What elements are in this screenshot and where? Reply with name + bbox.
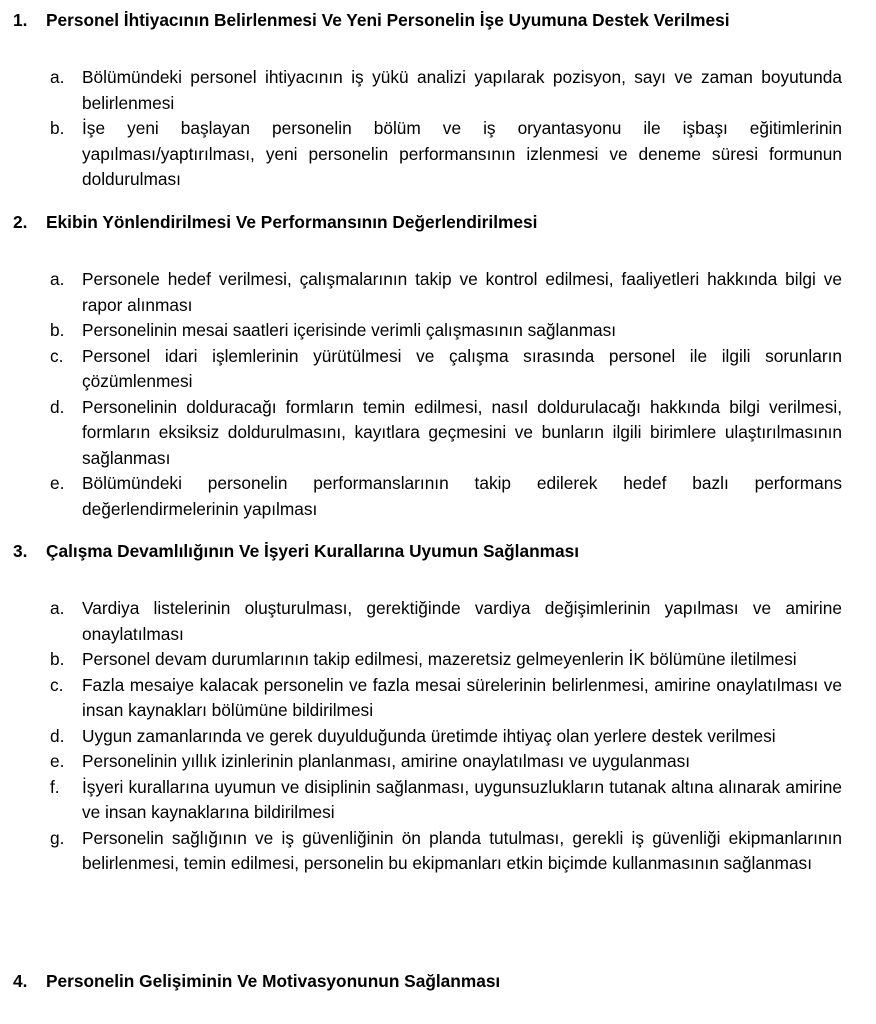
item-letter: e. [50, 473, 65, 493]
list-item [0, 395, 842, 472]
section-3 [0, 538, 876, 877]
sub-item-list [0, 267, 876, 522]
section-number: 4. [13, 971, 28, 991]
item-text: Personele hedef verilmesi, çalışmalarının takip ve kontrol edilmesi, faaliyetleri hakkında bilgi ve rapor alınması [82, 269, 842, 315]
item-letter: d. [50, 396, 65, 417]
item-text: Personelinin mesai saatleri içerisinde verimli çalışmasının sağlanması [82, 320, 617, 340]
item-text: Personelinin dolduracağı formların temin edilmesi, nasıl doldurulacağı hakkında bilgi verilmesi, formların eksiksiz doldurulmasını, kayıtlara geçmesini ve bunların ilgili birimlere ulaştırılmasının sağlanması [82, 396, 842, 468]
section-number: 2. [13, 212, 28, 232]
section-title: Ekibin Yönlendirilmesi Ve Performansının Değerlendirilmesi [46, 212, 538, 232]
item-letter: g. [50, 827, 65, 848]
section-title: Personel İhtiyacının Belirlenmesi Ve Yeni Personelin İşe Uyumuna Destek Verilmesi [46, 10, 730, 30]
item-text: Personelinin yıllık izinlerinin planlanması, amirine onaylatılması ve uygulanması [82, 751, 691, 771]
section-title: Personelin Gelişiminin Ve Motivasyonunun Sağlanması [46, 971, 501, 991]
item-letter: f. [50, 776, 60, 797]
item-letter: a. [50, 269, 65, 289]
list-item [0, 318, 842, 344]
item-letter: c. [50, 674, 64, 695]
item-text: Vardiya listelerinin oluşturulması, gerektiğinde vardiya değişimlerinin yapılması ve amirine onaylatılması [82, 598, 842, 644]
list-item [0, 596, 842, 647]
item-text: Personel devam durumlarının takip edilmesi, mazeretsiz gelmeyenlerin İK bölümüne iletilmesi [82, 649, 797, 669]
section-2 [0, 209, 876, 522]
item-letter: e. [50, 751, 65, 771]
list-item [0, 826, 842, 877]
section-title: Çalışma Devamlılığının Ve İşyeri Kurallarına Uyumun Sağlanması [46, 541, 580, 561]
item-letter: c. [50, 345, 64, 366]
list-item [0, 673, 842, 724]
item-text: Bölümündeki personel ihtiyacının iş yükü analizi yapılarak pozisyon, sayı ve zaman boyutunda belirlenmesi [82, 67, 842, 113]
list-item [0, 471, 842, 522]
item-text: Personel idari işlemlerinin yürütülmesi ve çalışma sırasında personel ile ilgili sorunların çözümlenmesi [82, 345, 842, 391]
list-item [0, 344, 842, 395]
section-4 [0, 968, 876, 994]
list-item [0, 749, 842, 775]
item-text: Personelin sağlığının ve iş güvenliğinin ön planda tutulması, gerekli iş güvenliği ekipmanlarının belirlenmesi, temin edilmesi, personelin bu ekipmanları etkin biçimde kullanmasının sağlanması [82, 827, 842, 873]
item-letter: b. [50, 649, 65, 669]
section-number: 1. [13, 10, 28, 30]
section-heading [0, 209, 876, 235]
section-heading [0, 538, 876, 564]
item-text: Fazla mesaiye kalacak personelin ve fazla mesai sürelerinin belirlenmesi, amirine onaylatılması ve insan kaynakları bölümüne bildirilmesi [82, 674, 842, 720]
item-letter: a. [50, 598, 65, 618]
list-item [0, 65, 842, 116]
list-item [0, 775, 842, 826]
item-letter: b. [50, 118, 65, 138]
section-heading [0, 968, 876, 994]
sub-item-list [0, 65, 876, 193]
list-item [0, 724, 842, 750]
list-item [0, 116, 842, 193]
item-letter: b. [50, 320, 65, 340]
item-text: Bölümündeki personelin performanslarının takip edilerek hedef bazlı performans değerlendirmelerinin yapılması [82, 473, 842, 519]
item-text: Uygun zamanlarında ve gerek duyulduğunda üretimde ihtiyaç olan yerlere destek verilmesi [82, 725, 776, 746]
section-number: 3. [13, 541, 28, 561]
section-1 [0, 7, 876, 193]
section-heading [0, 7, 876, 33]
item-letter: a. [50, 67, 65, 87]
item-text: İşyeri kurallarına uyumun ve disiplinin sağlanması, uygunsuzlukların tutanak altına alınarak amirine ve insan kaynaklarına bildirilmesi [82, 776, 842, 822]
sub-item-list [0, 596, 876, 877]
list-item [0, 647, 842, 673]
list-item [0, 267, 842, 318]
item-text: İşe yeni başlayan personelin bölüm ve iş oryantasyonu ile işbaşı eğitimlerinin yapılması/yaptırılması, yeni personelin performansının izlenmesi ve deneme süresi formunun doldurulması [82, 118, 842, 189]
item-letter: d. [50, 725, 65, 746]
